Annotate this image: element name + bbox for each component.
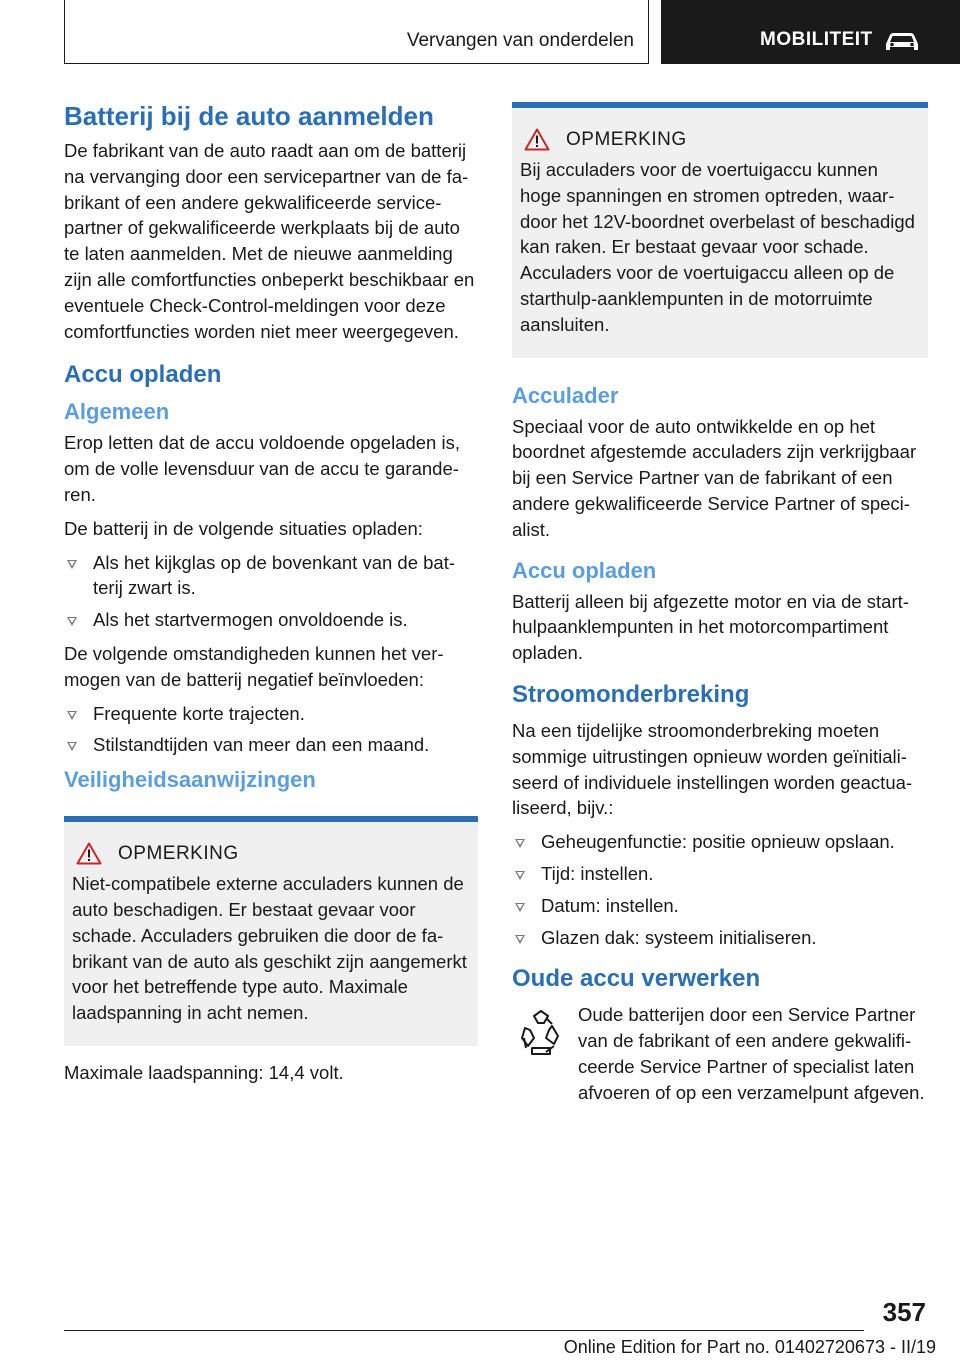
triangle-bullet-icon (67, 560, 77, 569)
list-item: Datum: instellen. (512, 893, 928, 919)
interruption-list (512, 829, 928, 950)
page-number: 357 (882, 1297, 926, 1327)
heading-battery-registration: Batterij bij de auto aanmelden (64, 101, 434, 131)
list-item: Tijd: instellen. (512, 861, 928, 887)
list-item: Als het startvermogen onvoldoende is. (64, 607, 478, 633)
triangle-bullet-icon (515, 871, 525, 880)
right-column (512, 102, 928, 1114)
triangle-bullet-icon (515, 839, 525, 848)
paragraph-battery-registration: De fabrikant van de auto raadt aan om de batterij na vervanging door een servicepartner van de fabrikant of een andere gekwalificeerde servicepartner of gekwalificeerde werkplaats bij de auto te laten aanmelden. Met de nieuwe aanmelding zijn alle comfortfuncties onbeperkt beschikbaar en eventuele Check-Control-meldingen voor deze comfortfuncties worden niet meer weergegeven. (64, 140, 475, 342)
heading-general: Algemeen (64, 399, 170, 425)
list-item: Glazen dak: systeem initialiseren. (512, 925, 928, 951)
heading-charger: Acculader (512, 382, 619, 408)
list-item: Stilstandtijden van meer dan een maand. (64, 732, 478, 758)
note-label: OPMERKING (566, 128, 687, 150)
recycle-icon (516, 1008, 566, 1058)
note-label: OPMERKING (118, 842, 239, 864)
note-box (64, 816, 478, 1046)
paragraph-max-voltage: Maximale laadspanning: 14,4 volt. (64, 1061, 344, 1083)
paragraph-general: Erop letten dat de accu voldoende opgeladen is, om de volle levensduur van de accu te garanderen. (64, 432, 460, 505)
heading-charge-battery: Accu opladen (64, 361, 222, 389)
chapter-label: MOBILITEIT (760, 29, 873, 50)
paragraph-power-interruption: Na een tijdelijke stroomonderbreking moeten sommige uitrustingen opnieuw worden geïnitialiseerd of individuele instellingen worden geactualiseerd, bijv.: (512, 719, 913, 819)
paragraph-dispose-battery: Oude batterijen door een Service Partner van de fabrikant of een andere gekwalificeerde Service Partner of specialist laten afvoeren of op een verzamelpunt afgeven. (578, 1004, 925, 1103)
footer-divider (64, 1330, 864, 1331)
section-title: Vervangen van onderdelen (406, 30, 634, 51)
paragraph-charger: Speciaal voor de auto ontwikkelde en op het boordnet afgestemde acculaders zijn verkrijgbaar bij een Service Partner van de fabrikant of een andere gekwalificeerde Service Partner of specialist. (512, 415, 917, 540)
situations-list (64, 550, 478, 633)
car-icon (882, 28, 922, 54)
paragraph-situations: De batterij in de volgende situaties opladen: (64, 517, 423, 539)
paragraph-charge-battery: Batterij alleen bij afgezette motor en via de starthulpaanklempunten in het motorcompartiment opladen. (512, 590, 909, 664)
note-box (512, 102, 928, 358)
heading-dispose-battery: Oude accu verwerken (512, 965, 761, 993)
warning-icon (76, 842, 102, 865)
warning-icon (524, 128, 550, 151)
list-item: Frequente korte trajecten. (64, 701, 478, 727)
header-section-tab (64, 0, 649, 64)
left-column (64, 100, 478, 1094)
paragraph-factors: De volgende omstandigheden kunnen het vermogen van de batterij negatief beïnvloeden: (64, 642, 444, 690)
triangle-bullet-icon (67, 742, 77, 751)
heading-power-interruption: Stroomonderbreking (512, 680, 750, 708)
note-text: Niet-compatibele externe acculaders kunnen de auto beschadigen. Er bestaat gevaar voor schade. Acculaders gebruiken die door de fabrikant van de auto als geschikt zijn aangemerkt voor het betreffende type auto. Maximale laadspanning in acht nemen. (72, 873, 467, 1024)
footer-edition: Online Edition for Part no. 01402720673 - II/19 (563, 1337, 936, 1357)
heading-safety: Veiligheidsaanwijzingen (64, 767, 316, 793)
factors-list (64, 701, 478, 759)
triangle-bullet-icon (515, 935, 525, 944)
triangle-bullet-icon (515, 903, 525, 912)
heading-charge-battery: Accu opladen (512, 557, 657, 583)
note-text: Bij acculaders voor de voertuigaccu kunnen hoge spanningen en stromen optreden, waardoor het 12V-boordnet overbelast of beschadigd kan raken. Er bestaat gevaar voor schade. Acculaders voor de voertuigaccu alleen op de starthulp-aanklempunten in de motorruimte aansluiten. (520, 159, 915, 335)
triangle-bullet-icon (67, 617, 77, 626)
list-item: Geheugenfunctie: positie opnieuw opslaan. (512, 829, 928, 855)
header-chapter-tab (661, 0, 960, 64)
list-item: Als het kijkglas op de bovenkant van de batterij zwart is. (64, 550, 478, 602)
recycle-block (512, 1002, 928, 1105)
triangle-bullet-icon (67, 711, 77, 720)
